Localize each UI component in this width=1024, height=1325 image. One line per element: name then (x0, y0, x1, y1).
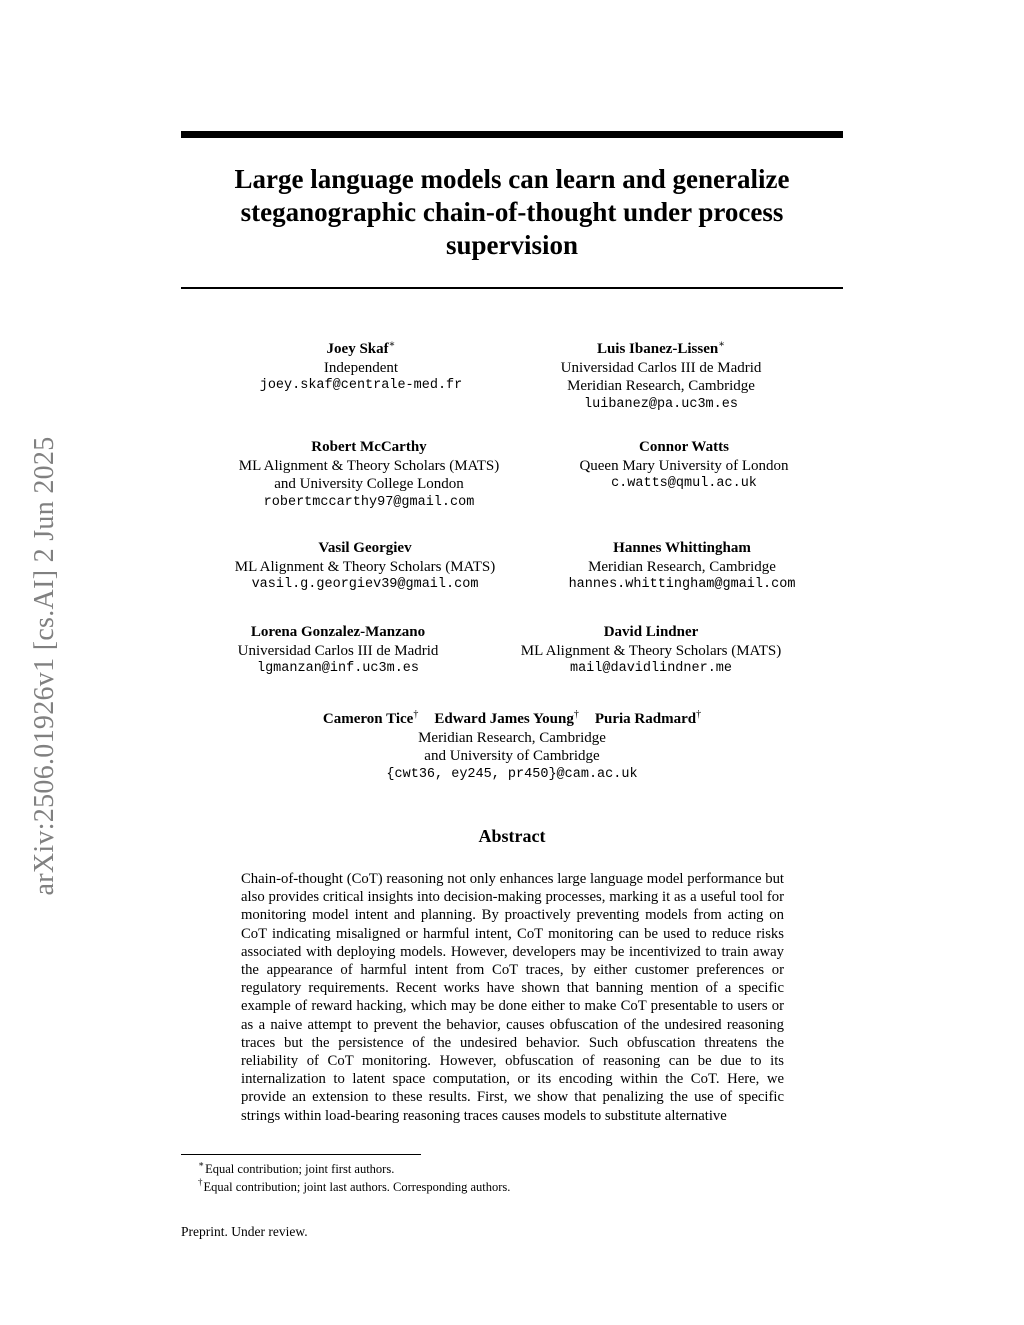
author-affiliation: and University of Cambridge (424, 748, 600, 764)
author-name: Robert McCarthy (311, 439, 427, 455)
author-mark: † (573, 709, 579, 720)
author-block (239, 438, 499, 512)
author-block (235, 539, 495, 595)
abstract-heading: Abstract (478, 826, 546, 846)
author-email[interactable]: c.watts@qmul.ac.uk (611, 476, 757, 491)
footnote-text: Equal contribution; joint first authors. (205, 1162, 395, 1177)
author-name: Cameron Tice (322, 711, 414, 727)
author-group-names (323, 706, 701, 729)
title-top-rule (181, 131, 843, 138)
author-group (323, 706, 701, 784)
paper-title: Large language models can learn and generalize steganographic chain-of-thought under process supervision (234, 164, 790, 260)
author-mark: † (413, 709, 419, 720)
author-affiliation: Queen Mary University of London (579, 457, 789, 474)
author-mark: ∗ (388, 339, 396, 350)
title-bottom-rule (181, 287, 843, 289)
author-email[interactable]: mail@davidlindner.me (569, 661, 733, 676)
author-email[interactable]: vasil.g.georgiev39@gmail.com (251, 577, 479, 592)
abstract-text: Chain-of-thought (CoT) reasoning not only enhances large language model performance but also provides critical insights into decision-making processes, marking it as a useful tool for monitoring model intent and planning. By proactively preventing models from acting on CoT indicating misaligned or harmful intent, CoT monitoring can be used to reduce risks associated with deploying models. However, developers may be incentivized to train away the appearance of harmful intent from CoT traces, by either customer preferences or regulatory requirements. Recent works have shown that banning mention of a specific example of reward hacking, which may be done either to make CoT presentable to users or as a naive attempt to prevent the behavior, causes obfuscation of the undesired reasoning traces but the persistence of the undesired behavior. Such obfuscation threatens the reliability of CoT monitoring. However, obfuscation of reasoning can be due to its internalization to latent space computation, or its encoding within the CoT. Here, we provide an extension to these results. First, we show that penalizing the use of specific strings within load-bearing reasoning traces causes models to substitute alternative (241, 871, 784, 1124)
author-name: Luis Ibanez-Lissen (596, 341, 719, 357)
author-email[interactable]: {cwt36, ey245, pr450}@cam.ac.uk (386, 766, 638, 782)
author-block (521, 623, 781, 679)
author-name: David Lindner (603, 624, 699, 640)
arxiv-stamp: arXiv:2506.01926v1 [cs.AI] 2 Jun 2025 (29, 436, 60, 896)
author-name: Edward James Young (434, 711, 574, 727)
author-block (260, 336, 463, 396)
footnote-mark: † (198, 1177, 203, 1187)
author-affiliation: Meridian Research, Cambridge (588, 558, 776, 575)
author-affiliation: Universidad Carlos III de Madrid (560, 359, 762, 376)
author-email[interactable]: luibanez@pa.uc3m.es (584, 396, 738, 412)
author-name: Connor Watts (639, 439, 729, 455)
author-affiliation: Universidad Carlos III de Madrid (237, 642, 439, 659)
footnote-mark: ∗ (198, 1159, 205, 1169)
author-email[interactable]: joey.skaf@centrale-med.fr (259, 378, 463, 393)
author-affiliation: Independent (323, 359, 399, 376)
footnote (198, 1175, 510, 1195)
author-name: Hannes Whittingham (613, 540, 751, 556)
author-affiliation: Meridian Research, Cambridge (567, 378, 755, 394)
author-name: Lorena Gonzalez-Manzano (250, 624, 426, 640)
author-block (579, 438, 788, 494)
author-block (569, 539, 796, 595)
author-name: Joey Skaf (326, 341, 389, 357)
author-mark: † (696, 709, 702, 720)
author-email[interactable]: lgmanzan@inf.uc3m.es (256, 661, 420, 676)
author-affiliation: ML Alignment & Theory Scholars (MATS) (238, 457, 500, 474)
author-name: Puria Radmard (594, 711, 697, 727)
author-email[interactable]: robertmccarthy97@gmail.com (263, 494, 475, 510)
author-block (238, 623, 439, 679)
author-name: Vasil Georgiev (318, 540, 412, 556)
author-email[interactable]: hannes.whittingham@gmail.com (568, 577, 796, 592)
preprint-footer: Preprint. Under review. (181, 1224, 308, 1239)
author-block (561, 336, 762, 414)
footnote-rule (181, 1154, 421, 1155)
author-affiliation: and University College London (274, 476, 464, 492)
author-affiliation: ML Alignment & Theory Scholars (MATS) (520, 642, 782, 659)
author-affiliation: Meridian Research, Cambridge (418, 729, 606, 746)
author-mark: ∗ (718, 339, 726, 350)
author-affiliation: ML Alignment & Theory Scholars (MATS) (234, 558, 496, 575)
footnote-text: Equal contribution; joint last authors. Corresponding authors. (203, 1180, 511, 1195)
